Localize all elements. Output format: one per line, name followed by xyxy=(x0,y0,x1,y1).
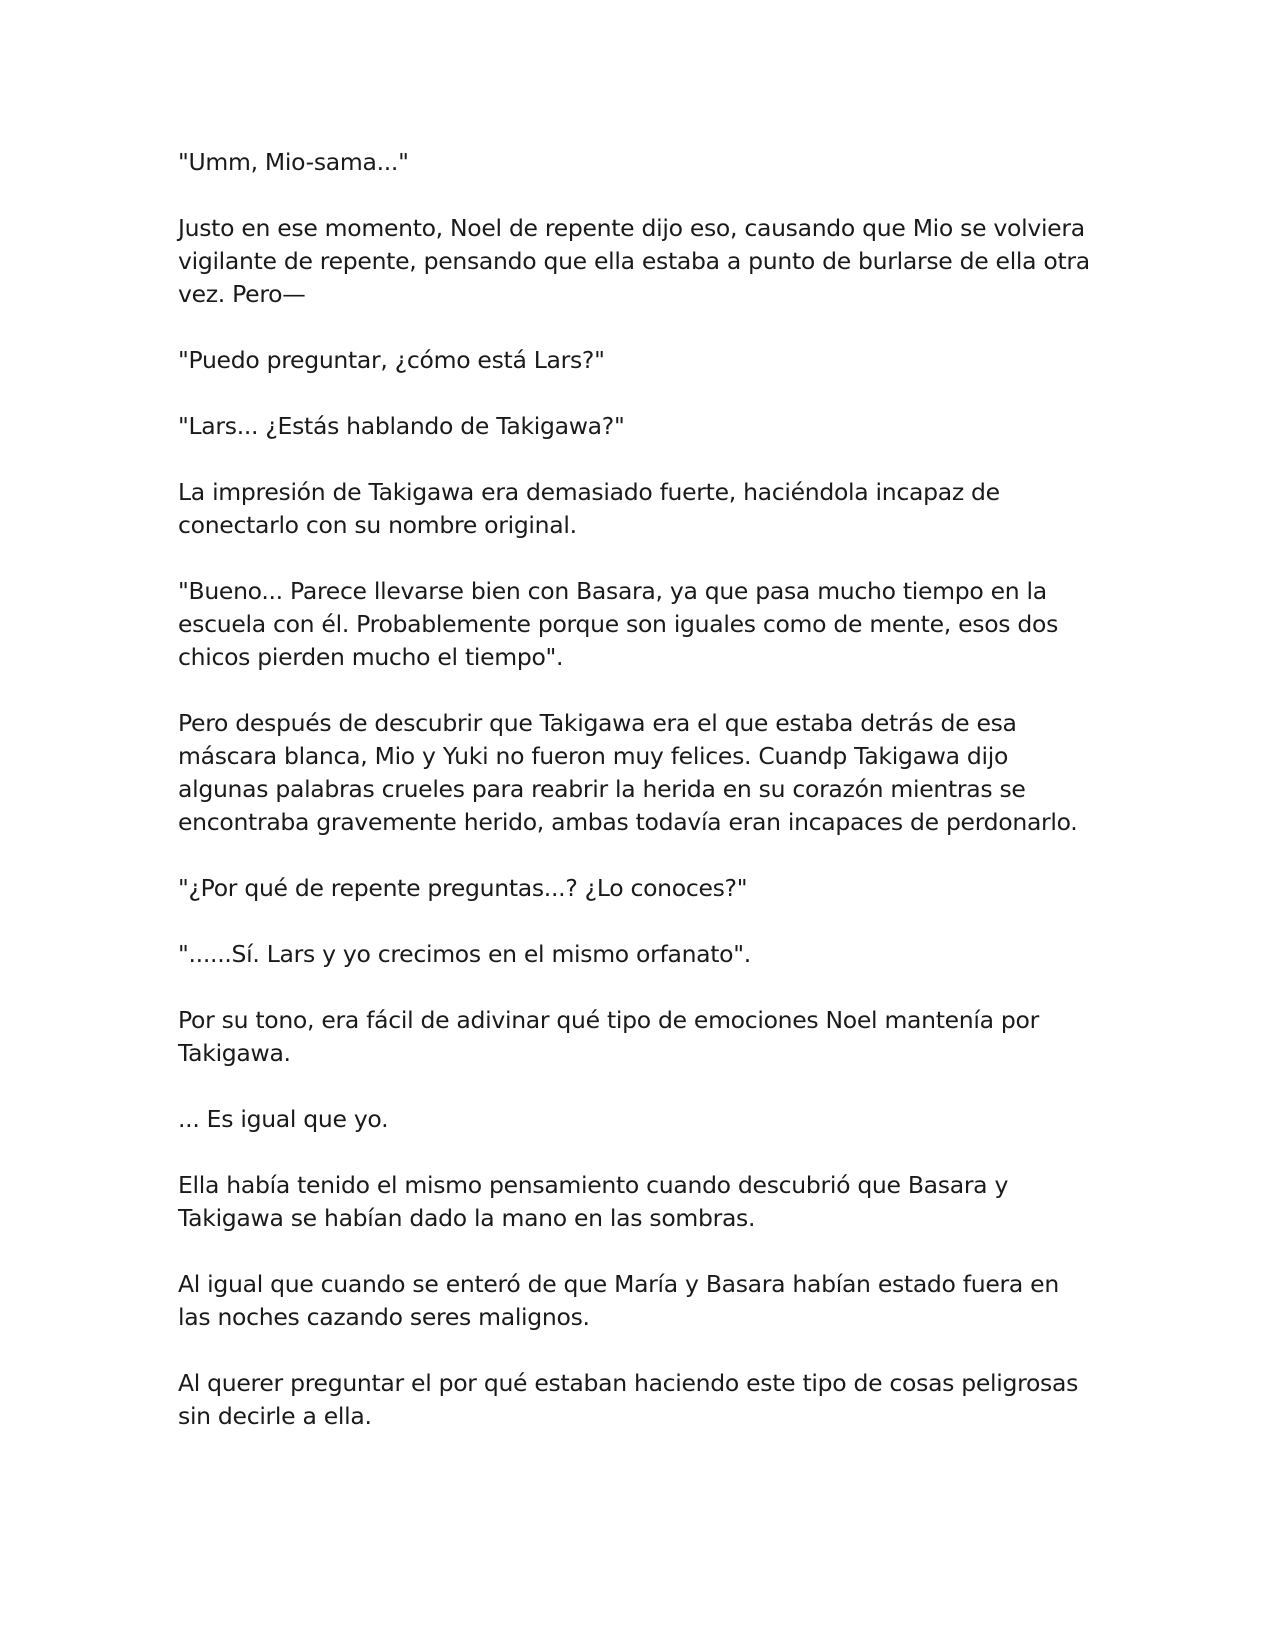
paragraph: "Lars... ¿Estás hablando de Takigawa?" xyxy=(178,412,625,440)
paragraph: Al igual que cuando se enteró de que María y Basara habían estado fuera en las noches cazando seres malignos. xyxy=(178,1270,1059,1331)
paragraph: La impresión de Takigawa era demasiado fuerte, haciéndola incapaz de conectarlo con su nombre original. xyxy=(178,478,1000,539)
document-body xyxy=(178,146,1098,1466)
paragraph: "Puedo preguntar, ¿cómo está Lars?" xyxy=(178,346,605,374)
paragraph: Por su tono, era fácil de adivinar qué tipo de emociones Noel mantenía por Takigawa. xyxy=(178,1006,1039,1067)
paragraph: Justo en ese momento, Noel de repente dijo eso, causando que Mio se volviera vigilante de repente, pensando que ella estaba a punto de burlarse de ella otra vez. Pero— xyxy=(178,214,1090,308)
paragraph: ... Es igual que yo. xyxy=(178,1105,389,1133)
paragraph: "Umm, Mio-sama..." xyxy=(178,148,409,176)
paragraph: "Bueno... Parece llevarse bien con Basara, ya que pasa mucho tiempo en la escuela con él. Probablemente porque son iguales como de mente, esos dos chicos pierden mucho el tiempo". xyxy=(178,577,1059,671)
paragraph: "¿Por qué de repente preguntas...? ¿Lo conoces?" xyxy=(178,874,748,902)
paragraph: Ella había tenido el mismo pensamiento cuando descubrió que Basara y Takigawa se habían dado la mano en las sombras. xyxy=(178,1171,1009,1232)
paragraph: "......Sí. Lars y yo crecimos en el mismo orfanato". xyxy=(178,940,751,968)
paragraph: Pero después de descubrir que Takigawa era el que estaba detrás de esa máscara blanca, Mio y Yuki no fueron muy felices. Cuandp Takigawa dijo algunas palabras crueles para reabrir la herida en su corazón mientras se encontraba gravemente herido, ambas todavía eran incapaces de perdonarlo. xyxy=(178,709,1078,836)
paragraph: Al querer preguntar el por qué estaban haciendo este tipo de cosas peligrosas sin decirle a ella. xyxy=(178,1369,1079,1430)
